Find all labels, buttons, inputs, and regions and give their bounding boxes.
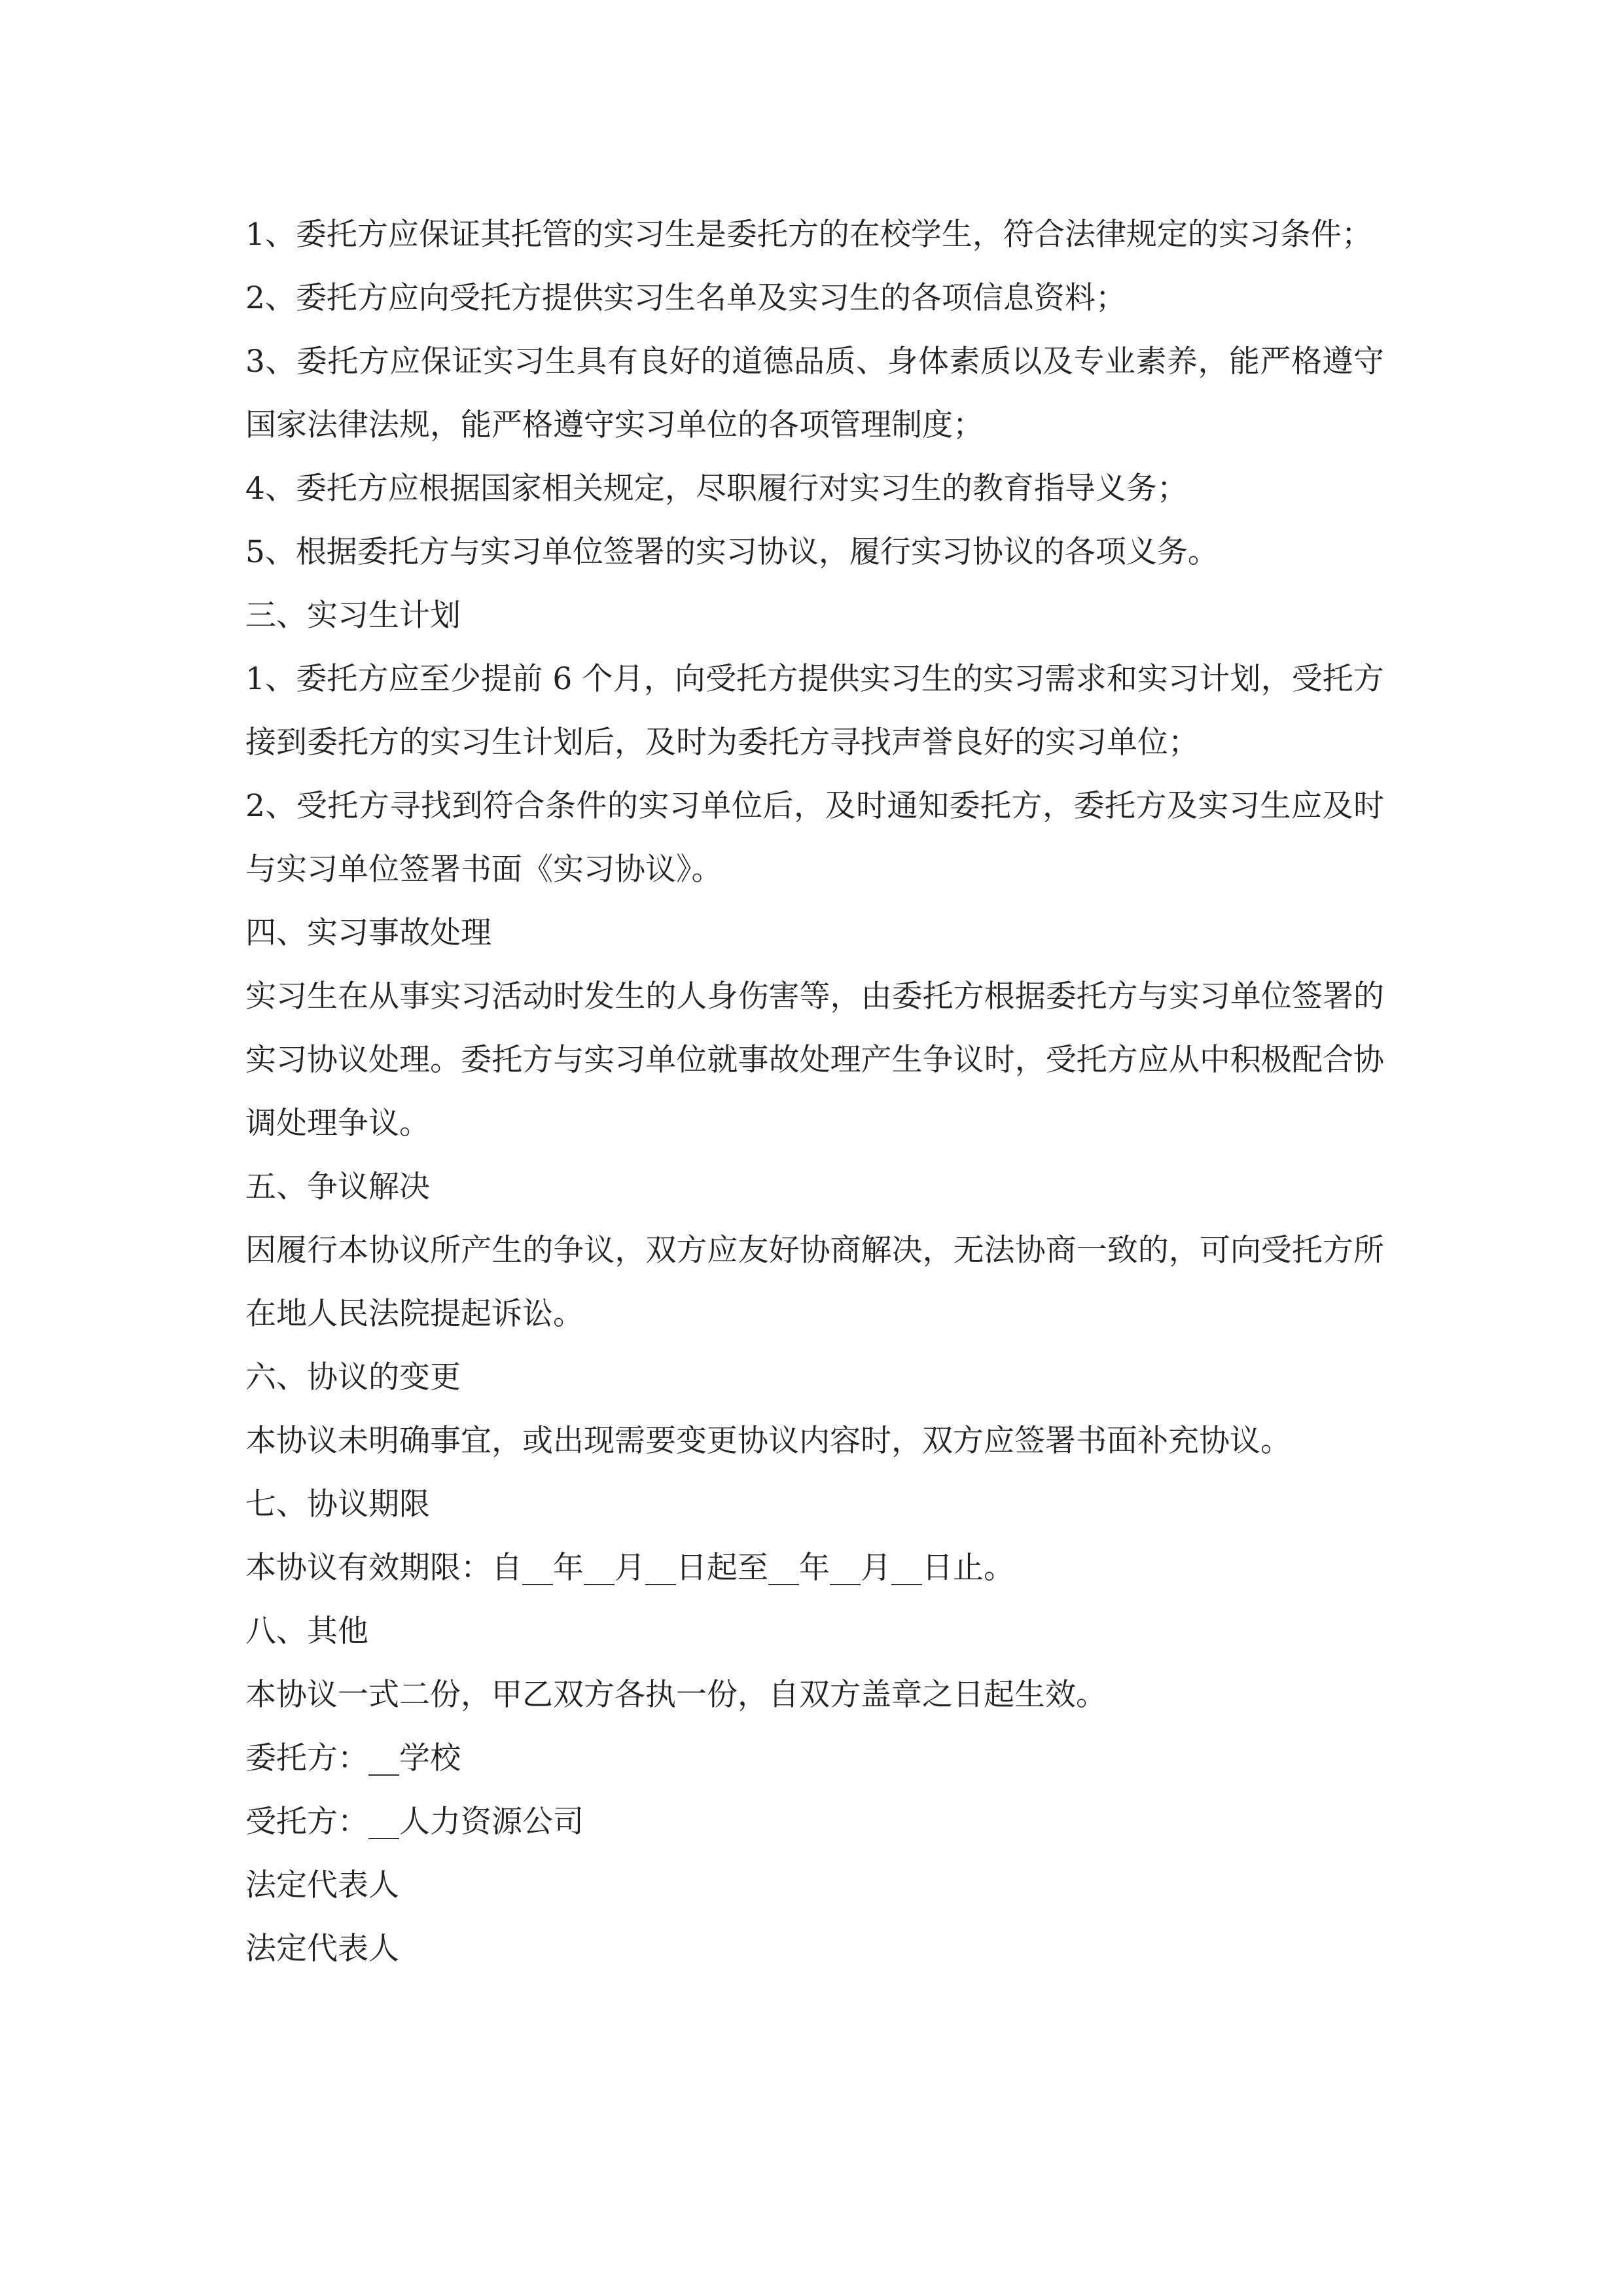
agent-party: 受托方：__人力资源公司 — [245, 1804, 584, 1840]
clause-3-4: 4、委托方应根据国家相关规定，尽职履行对实习生的教育指导义务； — [245, 471, 1188, 507]
section-heading-term: 七、协议期限 — [245, 1486, 430, 1522]
document-body — [245, 203, 1384, 1981]
section-heading-dispute: 五、争议解决 — [245, 1169, 430, 1205]
section-heading-accident: 四、实习事故处理 — [245, 915, 491, 951]
legal-representative-2: 法定代表人 — [245, 1931, 399, 1967]
amendment-clause: 本协议未明确事宜，或出现需要变更协议内容时，双方应签署书面补充协议。 — [245, 1423, 1291, 1459]
other-clause: 本协议一式二份，甲乙双方各执一份，自双方盖章之日起生效。 — [245, 1677, 1107, 1713]
clause-3-1: 1、委托方应保证其托管的实习生是委托方的在校学生，符合法律规定的实习条件； — [245, 217, 1372, 253]
clause-3-3: 3、委托方应保证实习生具有良好的道德品质、身体素质以及专业素养，能严格遵守国家法律法规，能严格遵守实习单位的各项管理制度； — [245, 344, 1384, 443]
section-heading-intern-plan: 三、实习生计划 — [245, 598, 461, 634]
accident-clause: 实习生在从事实习活动时发生的人身伤害等，由委托方根据委托方与实习单位签署的实习协议处理。委托方与实习单位就事故处理产生争议时，受托方应从中积极配合协调处理争议。 — [245, 978, 1384, 1141]
intern-plan-clause-2: 2、受托方寻找到符合条件的实习单位后，及时通知委托方，委托方及实习生应及时与实习单位签署书面《实习协议》。 — [245, 788, 1384, 888]
section-heading-amendment: 六、协议的变更 — [245, 1359, 461, 1395]
legal-representative-1: 法定代表人 — [245, 1867, 399, 1903]
term-clause: 本协议有效期限：自__年__月__日起至__年__月__日止。 — [245, 1550, 1014, 1586]
principal-party: 委托方：__学校 — [245, 1740, 461, 1776]
section-heading-other: 八、其他 — [245, 1613, 368, 1649]
intern-plan-clause-1: 1、委托方应至少提前 6 个月，向受托方提供实习生的实习需求和实习计划，受托方接到委托方的实习生计划后，及时为委托方寻找声誉良好的实习单位； — [245, 661, 1384, 761]
clause-3-2: 2、委托方应向受托方提供实习生名单及实习生的各项信息资料； — [245, 280, 1126, 316]
dispute-clause: 因履行本协议所产生的争议，双方应友好协商解决，无法协商一致的，可向受托方所在地人民法院提起诉讼。 — [245, 1232, 1384, 1332]
clause-3-5: 5、根据委托方与实习单位签署的实习协议，履行实习协议的各项义务。 — [245, 534, 1219, 570]
